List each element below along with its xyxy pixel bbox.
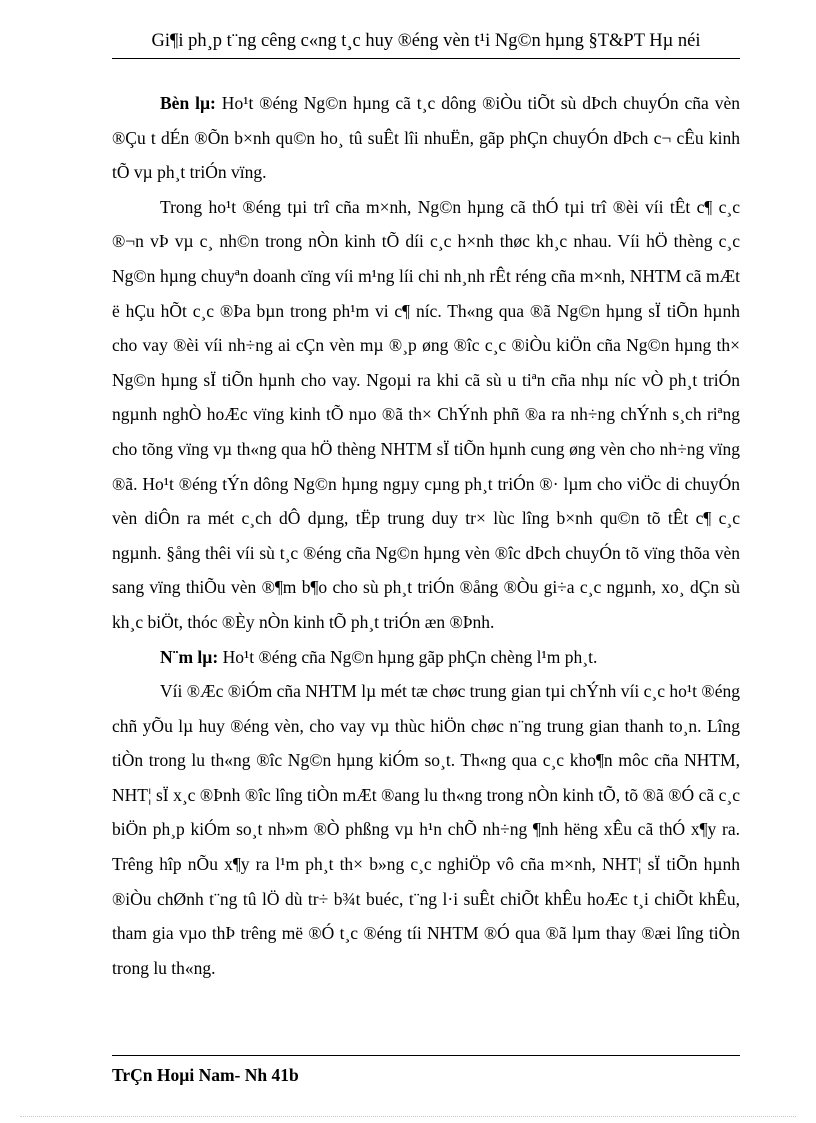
page-header-title: Gi¶i ph¸p t¨ng cêng c«ng t¸c huy ®éng vèn t¹i Ng©n hµng §T&PT Hµ néi <box>151 31 701 51</box>
paragraph-2-text: Trong ho¹t ®éng tµi trî cña m×nh, Ng©n hµng cã thÓ tµi trî ®èi víi tÊt c¶ c¸c ®¬n vÞ vµ c¸ nh©n trong nÒn kinh tÕ díi c¸c h×nh thøc kh¸c nhau. Víi hÖ thèng c¸c Ng©n hµng chuyªn doanh cïng víi m¹ng líi chi nh¸nh rÊt réng cña m×nh, NHTM cã mÆt ë hÇu hÕt c¸c ®Þa bµn trong ph¹m vi c¶ níc. Th«ng qua ®ã Ng©n hµng sÏ tiÕn hµnh cho vay ®èi víi nh÷ng ai cÇn vèn mµ ®¸p øng ®îc c¸c ®iÒu kiÖn cña Ng©n hµng th× Ng©n hµng sÏ tiÕn hµnh cho vay. Ngoµi ra khi cã sù u tiªn cña nhµ níc vÒ ph¸t triÓn ngµnh nghÒ hoÆc vïng kinh tÕ nµo ®ã th× ChÝnh phñ ®a ra nh÷ng chÝnh s¸ch riªng cho tõng vïng vµ th«ng qua hÖ thèng NHTM sÏ tiÕn hµnh cung øng vèn cho nh÷ng vïng ®ã. Ho¹t ®éng tÝn dông Ng©n hµng ngµy cµng ph¸t triÓn ®· lµm cho viÖc di chuyÓn vèn diÔn ra mét c¸ch dÔ dµng, tËp trung duy tr× lùc lîng b×nh qu©n tõ tÊt c¶ c¸c ngµnh. §ång thêi víi sù t¸c ®éng cña Ng©n hµng vèn ®îc dÞch chuyÓn tõ vïng thõa vèn sang vïng thiÕu vèn ®¶m b¶o cho sù ph¸t triÓn ®ång ®Òu gi÷a c¸c ngµnh, xo¸ dÇn sù kh¸c biÖt, thóc ®Èy nÒn kinh tÕ ph¸t triÓn æn ®Þnh. <box>112 196 740 632</box>
document-body <box>112 86 740 985</box>
paragraph-2 <box>112 190 740 640</box>
header-divider <box>112 58 740 59</box>
paragraph-3-lead: N¨m lµ: <box>160 646 219 667</box>
paragraph-4-text: Víi ®Æc ®iÓm cña NHTM lµ mét tæ chøc trung gian tµi chÝnh víi c¸c ho¹t ®éng chñ yÕu lµ huy ®éng vèn, cho vay vµ thùc hiÖn chøc n¨ng trung gian thanh to¸n. Lîng tiÒn trong lu th«ng ®îc Ng©n hµng kiÓm so¸t. Th«ng qua c¸c kho¶n môc cña NHTM, NHT¦ sÏ x¸c ®Þnh ®îc lîng tiÒn mÆt ®ang lu th«ng trong nÒn kinh tÕ, tõ ®ã ®Ó cã c¸c biÖn ph¸p kiÓm so¸t nh»m ®Ò phßng vµ h¹n chÕ nh÷ng ¶nh hëng xÊu cã thÓ x¶y ra. Trêng hîp nÕu x¶y ra l¹m ph¸t th× b»ng c¸c nghiÖp vô cña m×nh, NHT¦ sÏ tiÕn hµnh ®iÒu chØnh t¨ng tû lÖ dù tr÷ b¾t buéc, t¨ng l·i suÊt chiÕt khÊu hoÆc t¸i chiÕt khÊu, tham gia vµo thÞ trêng më ®Ó t¸c ®éng tíi NHTM ®Ó qua ®ã lµm thay ®æi lîng tiÒn trong lu th«ng. <box>112 681 740 978</box>
page-bottom-border <box>20 1116 796 1117</box>
paragraph-4 <box>112 674 740 985</box>
paragraph-3-text: Ho¹t ®éng cña Ng©n hµng gãp phÇn chèng l¹m ph¸t. <box>218 646 598 667</box>
footer-divider <box>112 1055 740 1056</box>
footer-author: TrÇn Hoµi Nam- Nh 41b <box>112 1065 299 1085</box>
paragraph-1-lead: Bèn lµ: <box>160 93 216 113</box>
paragraph-3 <box>112 640 740 675</box>
paragraph-1-text: Ho¹t ®éng Ng©n hµng cã t¸c dông ®iÒu tiÕt sù dÞch chuyÓn cña vèn ®Çu t dÉn ®Õn b×nh qu©n ho¸ tû suÊt lîi nhuËn, gãp phÇn chuyÓn dÞch c¬ cÊu kinh tÕ vµ ph¸t triÓn vïng. <box>112 93 740 183</box>
paragraph-1 <box>112 86 740 190</box>
